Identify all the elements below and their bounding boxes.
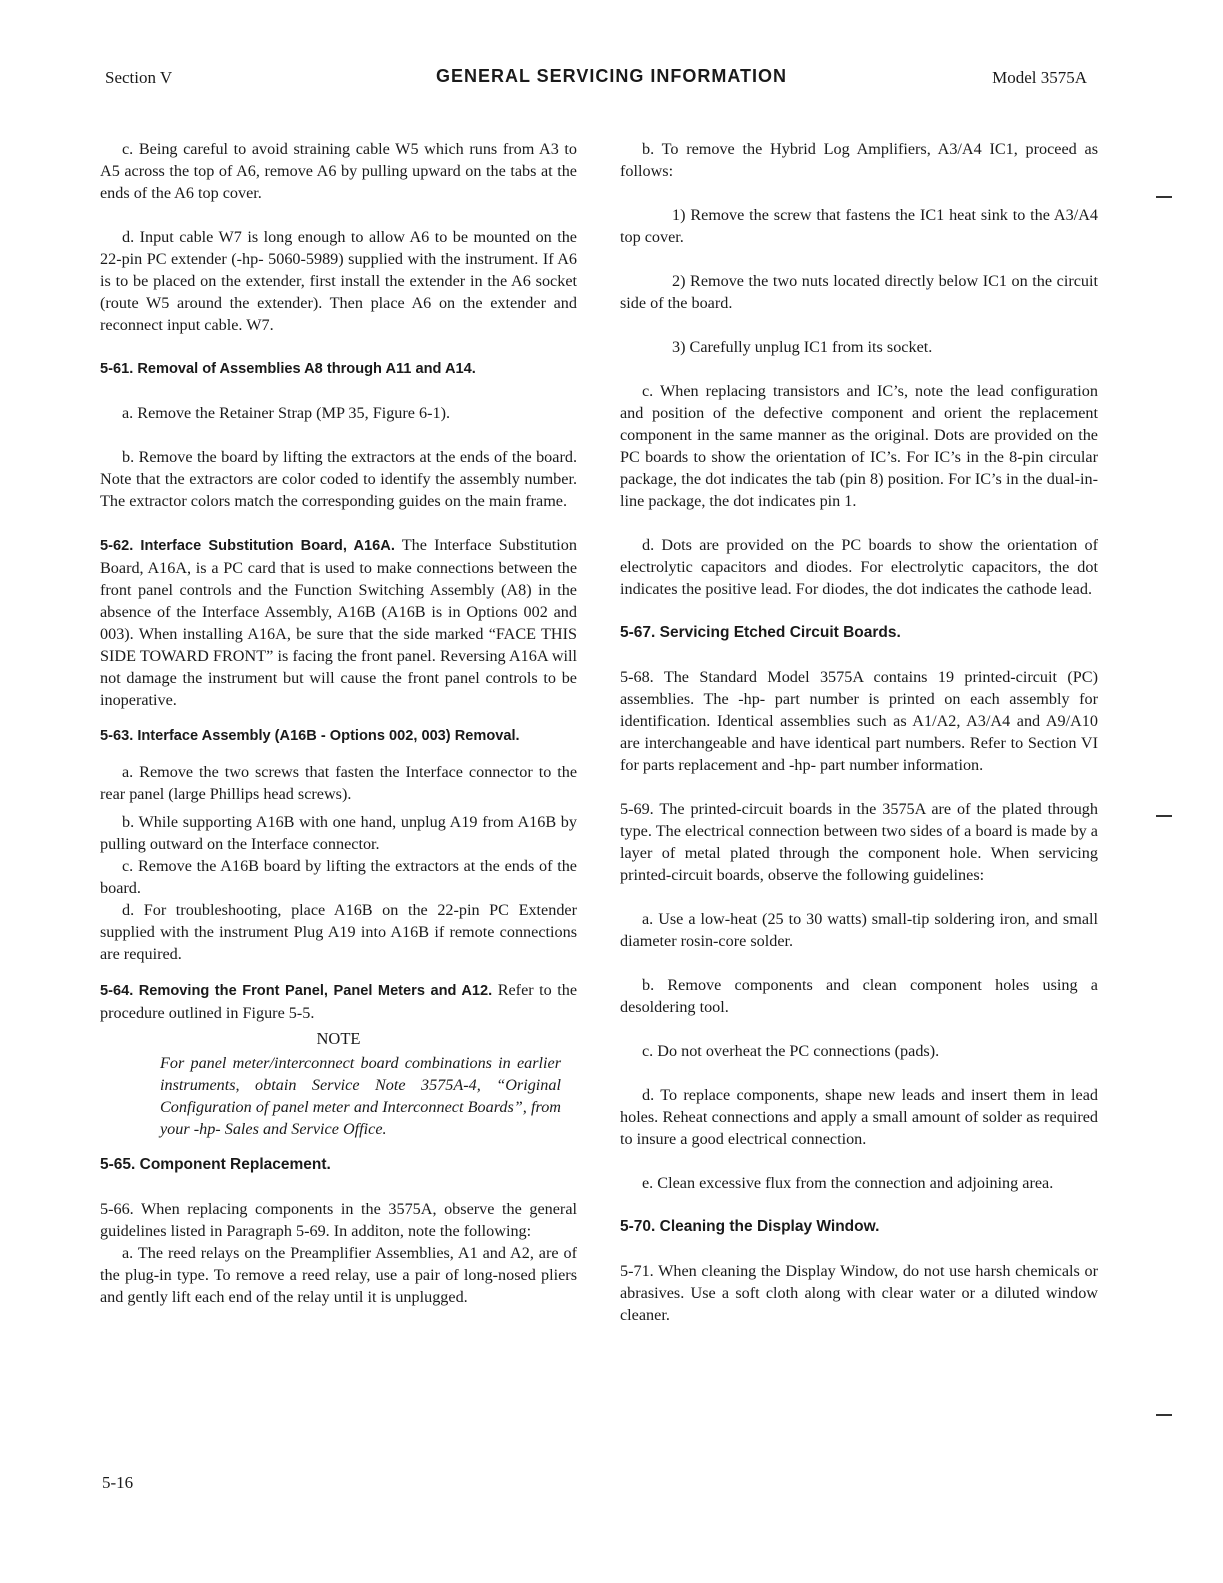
paragraph: 2) Remove the two nuts located directly below IC1 on the circuit side of the board. bbox=[620, 272, 1098, 312]
paragraph: b. To remove the Hybrid Log Amplifiers, A3/A4 IC1, proceed as follows: bbox=[620, 140, 1098, 180]
model-label: Model 3575A bbox=[992, 68, 1087, 87]
margin-mark bbox=[1156, 196, 1172, 198]
paragraph-5-64 bbox=[100, 979, 577, 1024]
paragraph-body: The Interface Substitution Board, A16A, is a PC card that is used to make connections between the front panel controls and the Function Switching Assembly (A8) in the absence of the Interface Assembly, A16B (A16B is in Options 002 and 003). When installing A16A, be sure that the side marked “FACE THIS SIDE TOWARD FRONT” is facing the front panel. Reversing A16A will not damage the instrument but will cause the front panel controls to be inoperative. bbox=[100, 536, 577, 709]
paragraph: a. Use a low-heat (25 to 30 watts) small-tip soldering iron, and small diameter rosin-core solder. bbox=[620, 910, 1098, 950]
paragraph: 3) Carefully unplug IC1 from its socket. bbox=[672, 338, 933, 356]
paragraph: 5-69. The printed-circuit boards in the 3575A are of the plated through type. The electrical connection between two sides of a board is made by a layer of metal plated through the component hole. When servicing printed-circuit boards, observe the following guidelines: bbox=[620, 800, 1098, 884]
paragraph: a. Remove the Retainer Strap (MP 35, Figure 6-1). bbox=[122, 404, 451, 422]
paragraph: c. Being careful to avoid straining cable W5 which runs from A3 to A5 across the top of A6, remove A6 by pulling upward on the tabs at the ends of the A6 top cover. bbox=[100, 140, 577, 202]
paragraph: a. The reed relays on the Preamplifier Assemblies, A1 and A2, are of the plug-in type. To remove a reed relay, use a pair of long-nosed pliers and gently lift each end of the relay until it is unplugged. bbox=[100, 1244, 577, 1306]
paragraph: 5-71. When cleaning the Display Window, do not use harsh chemicals or abrasives. Use a soft cloth along with clear water or a diluted window cleaner. bbox=[620, 1262, 1098, 1324]
section-heading-5-65: 5-65. Component Replacement. bbox=[100, 1156, 331, 1173]
note-body: For panel meter/interconnect board combinations in earlier instruments, obtain Service Note 3575A-4, “Original Configuration of panel meter and Interconnect Boards”, from your -hp- Sales and Service Office. bbox=[160, 1054, 561, 1138]
paragraph: b. While supporting A16B with one hand, unplug A19 from A16B by pulling outward on the Interface connector. bbox=[100, 813, 577, 853]
section-label: Section V bbox=[105, 68, 173, 87]
right-column bbox=[620, 138, 1098, 1326]
page-title: GENERAL SERVICING INFORMATION bbox=[435, 66, 788, 86]
margin-mark bbox=[1156, 1414, 1172, 1416]
margin-mark bbox=[1156, 815, 1172, 817]
paragraph: d. Dots are provided on the PC boards to show the orientation of electrolytic capacitors and diodes. For electrolytic capacitors, the dot indicates the positive lead. For diodes, the dot indicates the cathode lead. bbox=[620, 536, 1098, 598]
paragraph: d. To replace components, shape new leads and insert them in lead holes. Reheat connections and apply a small amount of solder as required to insure a good electrical connection. bbox=[620, 1086, 1098, 1148]
section-heading-5-61: 5-61. Removal of Assemblies A8 through A11 and A14. bbox=[100, 361, 476, 377]
section-heading-5-63: 5-63. Interface Assembly (A16B - Options 002, 003) Removal. bbox=[100, 728, 520, 744]
section-heading-5-70: 5-70. Cleaning the Display Window. bbox=[620, 1218, 880, 1235]
paragraph: e. Clean excessive flux from the connection and adjoining area. bbox=[642, 1174, 1054, 1192]
paragraph: 5-66. When replacing components in the 3575A, observe the general guidelines listed in Paragraph 5-69. In additon, note the following: bbox=[100, 1200, 577, 1240]
paragraph: c. Remove the A16B board by lifting the extractors at the ends of the board. bbox=[100, 857, 577, 897]
paragraph: d. For troubleshooting, place A16B on the 22-pin PC Extender supplied with the instrument Plug A19 into A16B if remote connections are required. bbox=[100, 901, 577, 963]
note-title: NOTE bbox=[316, 1029, 361, 1048]
paragraph: a. Remove the two screws that fasten the Interface connector to the rear panel (large Phillips head screws). bbox=[100, 763, 577, 803]
paragraph: 1) Remove the screw that fastens the IC1 heat sink to the A3/A4 top cover. bbox=[620, 206, 1098, 246]
paragraph: b. Remove the board by lifting the extractors at the ends of the board. Note that the extractors are color coded to identify the assembly number. The extractor colors match the corresponding guides on the main frame. bbox=[100, 448, 577, 510]
paragraph: d. Input cable W7 is long enough to allow A6 to be mounted on the 22-pin PC extender (-hp- 5060-5989) supplied with the instrument. If A6 is to be placed on the extender, first install the extender in the A6 socket (route W5 around the extender). Then place A6 on the extender and reconnect input cable. W7. bbox=[100, 228, 577, 334]
section-heading-5-64: 5-64. Removing the Front Panel, Panel Meters and A12. bbox=[100, 983, 493, 999]
paragraph: 5-68. The Standard Model 3575A contains 19 printed-circuit (PC) assemblies. The -hp- part number is printed on each assembly for identification. Identical assemblies such as A1/A2, A3/A4 and A9/A10 are interchangeable and have identical part numbers. Refer to Section VI for parts replacement and -hp- part number information. bbox=[620, 668, 1098, 774]
left-column bbox=[100, 138, 577, 1308]
section-heading-5-67: 5-67. Servicing Etched Circuit Boards. bbox=[620, 624, 901, 641]
paragraph: c. Do not overheat the PC connections (pads). bbox=[642, 1042, 940, 1060]
section-heading-5-62: 5-62. Interface Substitution Board, A16A. bbox=[100, 538, 395, 554]
paragraph-5-62 bbox=[100, 534, 577, 711]
page-number: 5-16 bbox=[102, 1473, 134, 1492]
paragraph: c. When replacing transistors and IC’s, note the lead configuration and position of the defective component and orient the replacement component in the same manner as the original. Dots are provided on the PC boards to show the orientation of IC’s. For IC’s in the 8-pin circular package, the dot indicates the tab (pin 8) position. For IC’s in the dual-in-line package, the dot indicates pin 1. bbox=[620, 382, 1098, 510]
paragraph: b. Remove components and clean component holes using a desoldering tool. bbox=[620, 976, 1098, 1016]
paragraph-body: Refer to the procedure outlined in Figure 5-5. bbox=[100, 981, 578, 1022]
